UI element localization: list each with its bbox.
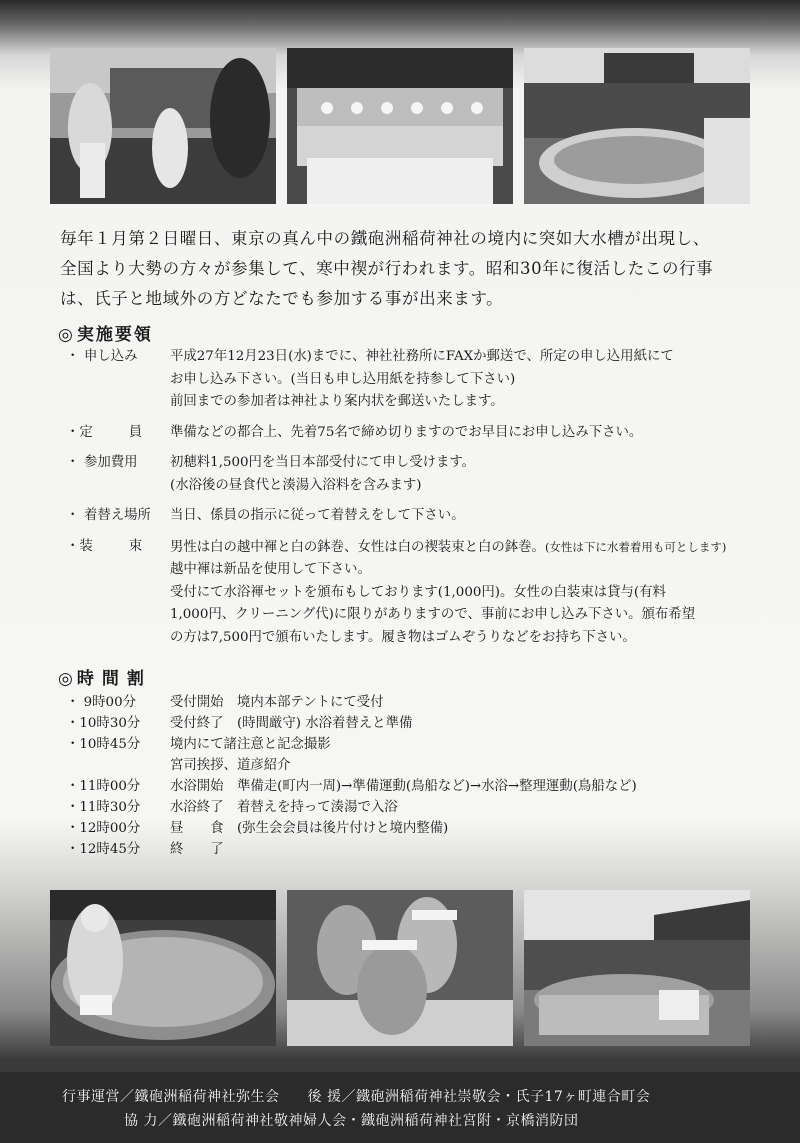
schedule-desc: 宮司挨拶、道彦紹介 <box>170 758 291 773</box>
bottom-photo-row <box>50 890 750 1046</box>
intro-line: は、氏子と地域外の方どなたでも参加する事が出来ます。 <box>60 289 504 308</box>
requirements-heading <box>58 320 153 345</box>
req-attire: ・ 装束 男性は白の越中褌と白の鉢巻、女性は白の禊装束と白の鉢巻。(女性は下に水着着用も可とします) 越中褌は新品を使用して下さい。 受付にて水浴褌セットを頒布もしております(1,000円)。女性の白装束は貸与(有料 1,000円、クリーニング代)に限りがありますので、事前にお申し込み下さい。頒布希望 の方は7,500円で頒布いたします。履き物はゴムぞうりなどをお持ち下さい。 <box>66 536 766 650</box>
schedule-desc: 水浴終了 着替えを持って湊湯で入浴 <box>170 800 398 815</box>
requirements-list <box>66 346 766 649</box>
schedule-list <box>66 692 637 860</box>
schedule-desc: 境内にて諸注意と記念撮影 <box>170 737 331 752</box>
schedule-row <box>66 734 637 755</box>
req-label: 参加費用 <box>84 455 138 470</box>
schedule-time: ・10時30分 <box>66 716 141 731</box>
req-note: (女性は下に水着着用も可とします) <box>544 539 727 554</box>
double-circle-icon: ◎ <box>58 325 75 345</box>
footer-credits <box>0 1072 800 1143</box>
req-fee: ・ 参加費用 初穂料1,500円を当日本部受付にて申し受けます。 (水浴後の昼食代と湊湯入浴料を含みます) <box>66 452 766 497</box>
schedule-time: ・11時00分 <box>66 779 141 794</box>
req-line: 当日、係員の指示に従って着替えをして下さい。 <box>170 508 465 523</box>
req-line: 越中褌は新品を使用して下さい。 <box>170 562 371 577</box>
photo-bathers-closeup <box>287 890 513 1046</box>
req-line: 準備などの都合上、先着75名で締め切りますのでお早目にお申し込み下さい。 <box>170 424 643 440</box>
schedule-desc: 受付開始 境内本部テントにて受付 <box>170 695 384 710</box>
requirements-heading-text: 実施要領 <box>76 325 153 345</box>
schedule-desc: 終 了 <box>170 842 224 857</box>
schedule-row <box>66 713 637 734</box>
cooperation-text: 協 力／鐵砲洲稲荷神社敬神婦人会・鐵砲洲稲荷神社宮附・京橋消防団 <box>124 1113 579 1129</box>
req-line: 前回までの参加者は神社より案内状を郵送いたします。 <box>170 394 504 409</box>
schedule-time: ・ 9時00分 <box>66 695 136 710</box>
photo-shrine-tank <box>524 890 750 1046</box>
req-line: 初穂料1,500円を当日本部受付にて申し受けます。 <box>170 455 476 470</box>
req-label: 定員 <box>79 424 179 440</box>
req-line: 男性は白の越中褌と白の鉢巻、女性は白の禊装束と白の鉢巻。 <box>170 539 545 555</box>
schedule-row <box>66 755 637 776</box>
photo-group <box>287 48 513 204</box>
req-line: お申し込み下さい。(当日も申し込用紙を持参して下さい) <box>170 371 516 387</box>
intro-paragraph <box>60 224 750 314</box>
req-changing-place: ・ 着替え場所 当日、係員の指示に従って着替えをして下さい。 <box>66 505 766 528</box>
photo-crowd <box>524 48 750 204</box>
req-capacity: ・ 定員 準備などの都合上、先着75名で締め切りますのでお早目にお申し込み下さい。 <box>66 422 766 445</box>
intro-line: 全国より大勢の方々が参集して、寒中禊が行われます。昭和30年に復活したこの行事 <box>60 259 714 278</box>
schedule-row <box>66 818 637 839</box>
support-text: 後 援／鐵砲洲稲荷神社崇敬会・氏子17ヶ町連合町会 <box>307 1089 651 1105</box>
organizer-text: 行事運営／鐵砲洲稲荷神社弥生会 <box>62 1089 280 1105</box>
photo-bathers-tank <box>50 890 276 1046</box>
req-line: 1,000円、クリーニング代)に限りがありますので、事前にお申し込み下さい。頒布希望 <box>170 607 696 622</box>
req-line: 平成27年12月23日(水)までに、神社社務所にFAXか郵送で、所定の申し込用紙にて <box>170 349 674 364</box>
req-label: 装束 <box>79 538 179 554</box>
intro-line: 毎年１月第２日曜日、東京の真ん中の鐵砲洲稲荷神社の境内に突如大水槽が出現し、 <box>60 229 710 248</box>
schedule-time: ・12時00分 <box>66 821 141 836</box>
req-label: 着替え場所 <box>84 508 151 523</box>
req-line: (水浴後の昼食代と湊湯入浴料を含みます) <box>170 477 422 493</box>
schedule-heading-text: 時間割 <box>76 669 152 689</box>
req-application: ・ 申し込み 平成27年12月23日(水)までに、神社社務所にFAXか郵送で、所定の申し込用紙にて お申し込み下さい。(当日も申し込用紙を持参して下さい) 前回までの参加者は神社より案内状を郵送いたします。 <box>66 346 766 414</box>
schedule-row <box>66 692 637 713</box>
schedule-desc: 昼 食 (弥生会会員は後片付けと境内整備) <box>170 821 449 836</box>
top-photo-row <box>50 48 750 204</box>
schedule-row <box>66 839 637 860</box>
schedule-row <box>66 776 637 797</box>
schedule-desc: 受付終了 (時間厳守) 水浴着替えと準備 <box>170 716 413 731</box>
schedule-time: ・12時45分 <box>66 842 141 857</box>
double-circle-icon: ◎ <box>58 669 75 689</box>
schedule-time: ・10時45分 <box>66 737 141 752</box>
schedule-time: ・11時30分 <box>66 800 141 815</box>
req-line: 受付にて水浴褌セットを頒布もしております(1,000円)。女性の白装束は貸与(有料 <box>170 584 666 600</box>
req-line: の方は7,500円で頒布いたします。履き物はゴムぞうりなどをお持ち下さい。 <box>170 629 636 645</box>
schedule-time <box>66 755 170 776</box>
photo-procession <box>50 48 276 204</box>
schedule-row <box>66 797 637 818</box>
schedule-desc: 水浴開始 準備走(町内一周)→準備運動(鳥船など)→水浴→整理運動(鳥船など) <box>170 779 637 794</box>
req-label: 申し込み <box>84 349 138 364</box>
schedule-heading <box>58 664 152 689</box>
